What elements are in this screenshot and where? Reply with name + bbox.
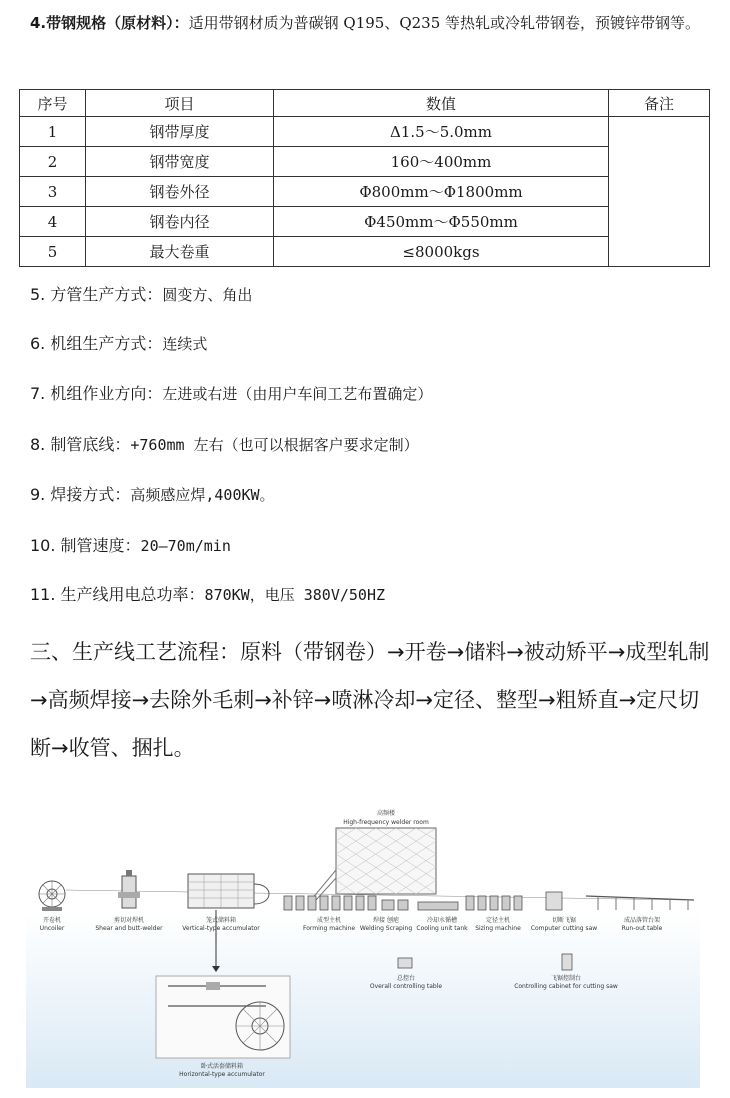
row-item: 钢带厚度 <box>86 117 274 147</box>
station-cn-welder: 剪切对焊机 <box>113 917 145 924</box>
control-cn: 总控台 <box>396 975 416 982</box>
item-9 <box>30 482 275 505</box>
section-3-text: 原料（带钢卷）→开卷→储料→被动矫平→成型轧制→高频焊接→去除外毛刺→补锌→喷淋冷却→定径、整型→粗矫直→定尺切断→收管、捆扎。 <box>30 640 710 760</box>
station-en-accumulator: Vertical-type accumulator <box>182 925 260 932</box>
item-value: 左进或右进（由用户车间工艺布置确定） <box>162 385 433 403</box>
table-header-row <box>20 90 710 117</box>
header-item: 项目 <box>86 90 274 117</box>
saw-cabinet-cn: 飞锯控制台 <box>550 975 582 982</box>
header-value: 数值 <box>274 90 609 117</box>
horiz-acc-cn: 卧式活套储料箱 <box>200 1063 244 1070</box>
control-en: Overall controlling table <box>369 983 443 990</box>
row-item: 最大卷重 <box>86 237 274 267</box>
table-row <box>20 237 710 267</box>
item-10 <box>30 533 231 556</box>
row-no: 5 <box>20 237 86 267</box>
item-label: 10. 制管速度： <box>30 536 141 555</box>
header-remark: 备注 <box>609 90 710 117</box>
table-row <box>20 117 710 147</box>
item-value: 20—70m/min <box>140 537 231 555</box>
horiz-acc-en: Horizontal-type accumulator <box>179 1071 265 1078</box>
station-cn-uncoiler: 开卷机 <box>42 917 62 924</box>
table-row <box>20 147 710 177</box>
saw-cabinet-en: Controlling cabinet for cutting saw <box>514 983 618 990</box>
row-value: 160～400mm <box>274 147 609 177</box>
item-value: 圆变方、角出 <box>162 286 253 304</box>
station-cn-cooling: 冷却水循槽 <box>426 917 458 924</box>
vertical-accumulator <box>188 874 269 908</box>
shear-butt-welder <box>118 870 140 908</box>
section-4-heading: 4.带钢规格（原材料）： <box>30 14 189 32</box>
section-4-text: 适用带钢材质为普碳钢 Q195、Q235 等热轧或冷轧带钢卷，预镀锌带钢等。 <box>188 14 701 32</box>
station-en-welding: Welding Scraping <box>359 925 413 932</box>
row-value: Δ1.5～5.0mm <box>274 117 609 147</box>
row-no: 2 <box>20 147 86 177</box>
station-cn-runout: 成品落管台架 <box>623 917 661 924</box>
row-value: Φ450mm～Φ550mm <box>274 207 609 237</box>
row-no: 1 <box>20 117 86 147</box>
row-item: 钢卷内径 <box>86 207 274 237</box>
section-3-paragraph <box>30 628 710 772</box>
item-6 <box>30 331 207 354</box>
item-value: 连续式 <box>162 335 208 353</box>
cutting-saw <box>546 892 562 910</box>
item-value: 870KW，电压 380V/50HZ <box>204 586 386 604</box>
section-3-heading: 三、生产线工艺流程： <box>30 640 240 664</box>
station-en-saw: Computer cutting saw <box>530 925 598 932</box>
row-value: Φ800mm～Φ1800mm <box>274 177 609 207</box>
welder-room-cn: 高频楼 <box>376 810 396 817</box>
item-label: 7. 机组作业方向： <box>30 384 163 403</box>
item-11 <box>30 582 385 605</box>
table-row <box>20 207 710 237</box>
station-en-sizing: Sizing machine <box>475 925 521 932</box>
station-cn-sizing: 定径主机 <box>485 917 511 924</box>
item-label: 8. 制管底线： <box>30 435 131 454</box>
row-no: 4 <box>20 207 86 237</box>
welder-room <box>311 809 436 900</box>
station-en-forming: Forming machine <box>302 925 356 932</box>
item-5 <box>30 282 252 305</box>
floor-background <box>26 912 700 1088</box>
forming-stands <box>284 896 522 910</box>
station-en-runout: Run-out table <box>621 925 663 932</box>
item-value: +760mm 左右（也可以根据客户要求定制） <box>130 436 419 454</box>
stairs <box>311 870 336 900</box>
welder-room-en: High-frequency welder room <box>343 819 429 826</box>
uncoiler-machine <box>39 881 65 911</box>
row-item: 钢卷外径 <box>86 177 274 207</box>
station-cn-saw: 切断飞锯 <box>551 917 577 924</box>
row-item: 钢带宽度 <box>86 147 274 177</box>
row-no: 3 <box>20 177 86 207</box>
item-label: 9. 焊接方式： <box>30 485 131 504</box>
item-8 <box>30 432 419 455</box>
station-cn-accumulator: 笼式储料箱 <box>205 917 237 924</box>
header-no: 序号 <box>20 90 86 117</box>
item-label: 11. 生产线用电总功率： <box>30 585 205 604</box>
station-cn-forming: 成型主机 <box>316 917 342 924</box>
station-en-uncoiler: Uncoiler <box>39 925 65 932</box>
strip-spec-table <box>19 89 710 267</box>
table-row <box>20 177 710 207</box>
station-cn-welding: 焊接 刨疤 <box>373 917 399 924</box>
section-4-paragraph <box>30 8 720 38</box>
item-label: 5. 方管生产方式： <box>30 285 163 304</box>
remark-cell <box>609 117 710 267</box>
run-out-table <box>586 896 694 910</box>
production-line-diagram <box>26 800 700 1090</box>
item-value: 高频感应焊,400KW。 <box>130 486 275 504</box>
item-7 <box>30 381 432 404</box>
station-en-welder: Shear and butt-welder <box>95 925 163 932</box>
station-en-cooling: Cooling unit tank <box>416 925 468 932</box>
row-value: ≤8000kgs <box>274 237 609 267</box>
item-label: 6. 机组生产方式： <box>30 334 163 353</box>
